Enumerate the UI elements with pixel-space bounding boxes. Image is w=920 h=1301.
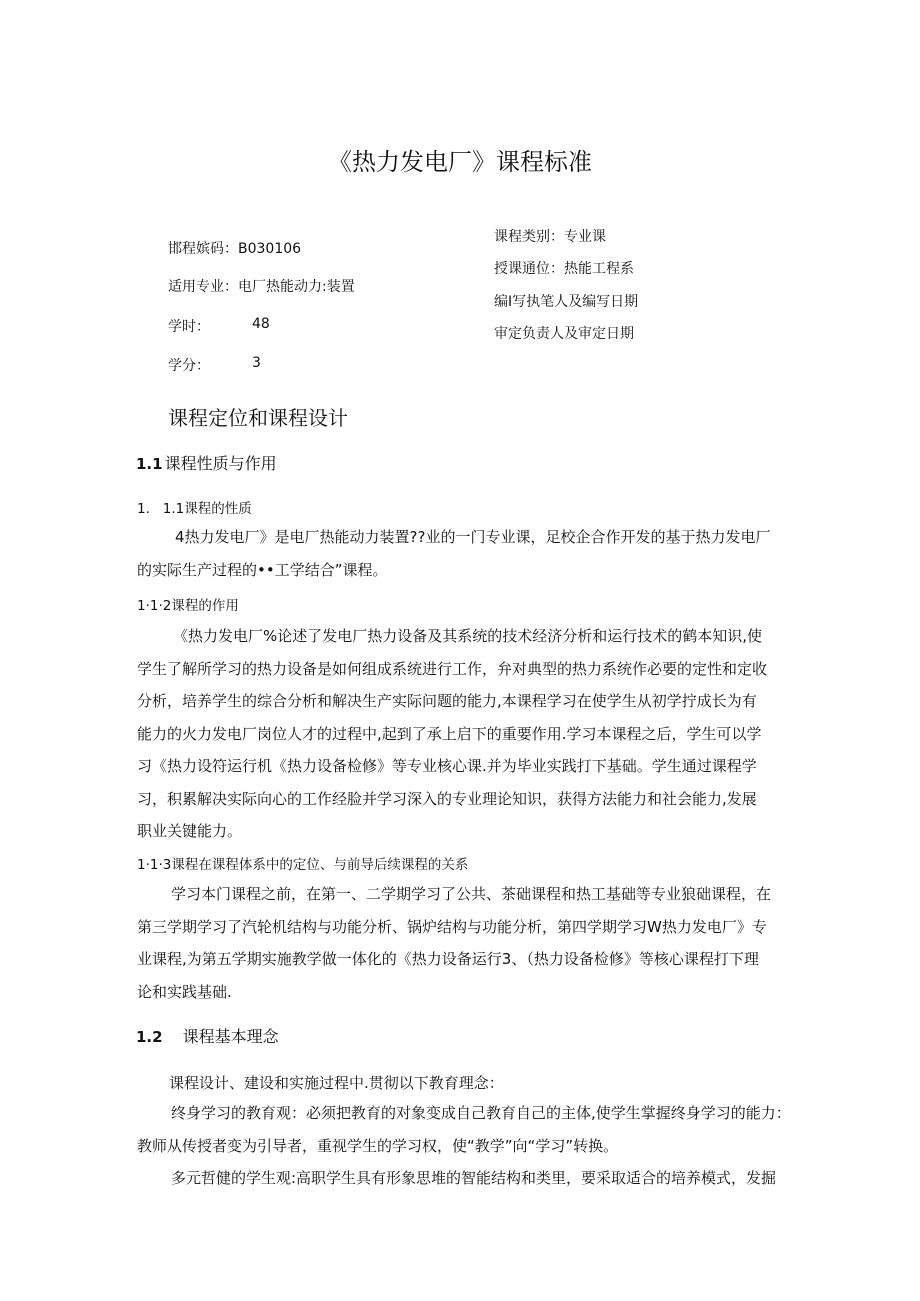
paragraph-course-role bbox=[137, 620, 767, 848]
paragraph-line: 终身学习的教育观：必须把教育的对象变成自己教育自己的主体,使学生掌握终身学习的能力： bbox=[171, 1104, 791, 1122]
subsection-heading-1-1 bbox=[136, 451, 277, 474]
subsection-number: 1.1 bbox=[136, 455, 163, 473]
meta-author-date: 编I写执笔人及编写日期 bbox=[494, 294, 639, 310]
subsection-title: 课程性质与作用 bbox=[164, 454, 277, 473]
paragraph-course-nature bbox=[137, 521, 770, 586]
section-heading: 课程定位和课程设计 bbox=[168, 406, 348, 430]
meta-value: 3 bbox=[252, 355, 261, 371]
meta-label: 邯程嫔码： bbox=[168, 241, 238, 257]
meta-course-type: 课程类别：专业课 bbox=[494, 229, 606, 245]
paragraph-line: 学习本门课程之前，在第一、二学期学习了公共、茶础课程和热工基础等专业狼础课程，在 bbox=[171, 885, 772, 903]
paragraph-line: 分析，培养学生的综合分析和解决生产实际问题的能力,本课程学习在使学生从初学拧成长为有 bbox=[137, 692, 757, 710]
paragraph-line: 业课程,为第五学期实施教学做一体化的《热力设备运行3、（热力设备检修》等核心课程打下理 bbox=[137, 950, 759, 968]
meta-major bbox=[168, 276, 355, 296]
paragraph-line: 第三学期学习了汽轮机结构与功能分析、锅炉结构与功能分析，第四学期学习W热力发电厂》专 bbox=[137, 917, 767, 936]
paragraph-line: 职业关键能力。 bbox=[137, 822, 243, 840]
meta-hours bbox=[168, 316, 270, 336]
paragraph-course-position bbox=[137, 878, 771, 1008]
page-title: 《热力发电厂》课程标准 bbox=[328, 148, 592, 176]
subsection-number: 1.2 bbox=[136, 1028, 163, 1046]
meta-label: 学时： bbox=[168, 319, 210, 335]
meta-value: 48 bbox=[252, 316, 270, 332]
paragraph-education-concepts bbox=[137, 1097, 791, 1195]
paragraph-line: 4热力发电厂》是电厂热能动力装置??业的一门专业课，足校企合作开发的基于热力发电厂 bbox=[175, 528, 771, 546]
subsection-heading-1-1-3: 1·1·3课程在课程体系中的定位、与前导后续课程的关系 bbox=[137, 857, 469, 873]
subsection-heading-1-1-2: 1·1·2课程的作用 bbox=[137, 598, 239, 614]
meta-value: 电厂热能动力:装置 bbox=[238, 279, 355, 295]
paragraph-line: 习《热力设符运行机《热力设备检修》等专业核心课.并为毕业实践打下基础。学生通过课程学 bbox=[137, 757, 757, 775]
meta-label: 学分： bbox=[168, 358, 210, 374]
meta-value: B030106 bbox=[238, 241, 302, 257]
paragraph-line: 教师从传授者变为引导者，重视学生的学习权，使“教学”向“学习”转换。 bbox=[137, 1136, 619, 1155]
paragraph-line: 多元哲健的学生观:高职学生具有形象思堆的智能结构和类里，要采取适合的培养模式，发掘 bbox=[171, 1169, 777, 1187]
meta-teaching-unit: 授课通位：热能工程系 bbox=[494, 261, 634, 277]
meta-credits bbox=[168, 355, 261, 375]
paragraph-line: 学生了解所学习的热力设备是如何组成系统进行工作，弁对典型的热力系统作必要的定性和定收 bbox=[137, 659, 768, 678]
meta-reviewer-date: 审定负责人及审定日期 bbox=[494, 326, 634, 342]
paragraph-line: 《热力发电厂%论述了发电厂热力设备及其系统的技术经济分析和运行技术的鹤本知识,使 bbox=[173, 627, 763, 645]
meta-label: 适用专业： bbox=[168, 279, 238, 295]
paragraph-line: 的实际生产过程的••工学结合”课程。 bbox=[137, 560, 388, 579]
paragraph-line: 论和实践基础. bbox=[137, 982, 232, 1001]
subsection-heading-1-2 bbox=[136, 1024, 279, 1047]
paragraph-line: 能力的火力发电厂岗位人才的过程中,起到了承上启下的重要作用.学习本课程之后，学生可以学 bbox=[137, 724, 762, 743]
paragraph-line: 习，积累解决实际向心的工作经脸并学习深入的专业理论知识，获得方法能力和社会能力,发展 bbox=[137, 789, 757, 808]
subsection-heading-1-1-1: 1. 1.1课程的性质 bbox=[137, 501, 252, 517]
subsection-title: 课程基本理念 bbox=[182, 1027, 279, 1046]
paragraph-intro: 课程设计、建设和实施过程中.贯彻以下教育理念： bbox=[169, 1074, 504, 1092]
meta-course-code bbox=[168, 238, 301, 258]
